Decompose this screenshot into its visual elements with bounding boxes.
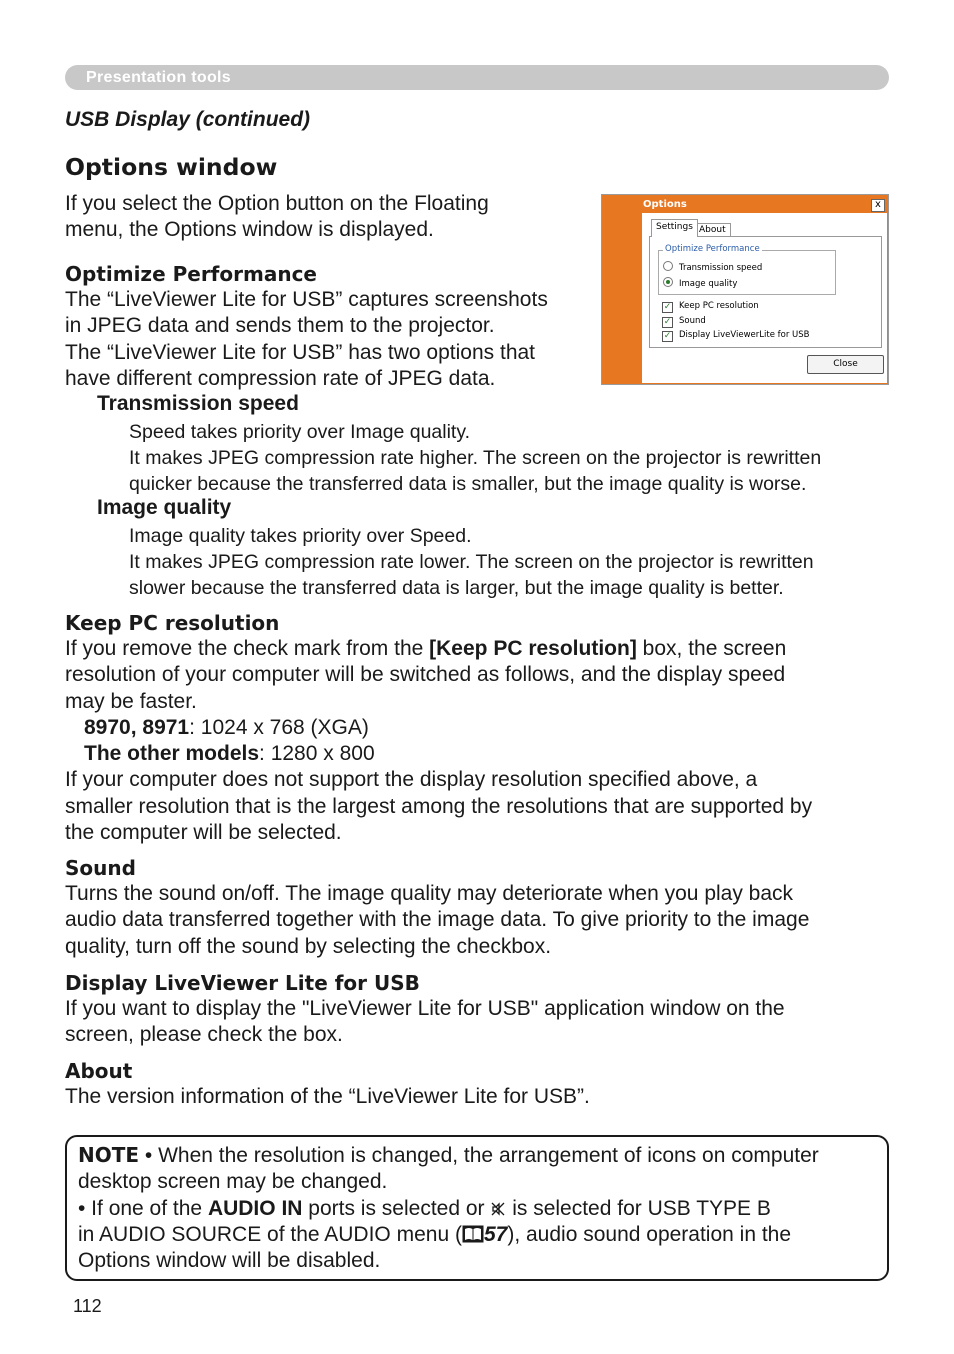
- text-line: resolution of your computer will be switched as follows, and the display speed: [65, 663, 786, 687]
- optimize-paragraph: [65, 287, 889, 392]
- page-reference: 57: [483, 1222, 508, 1246]
- keep-pc-resolution-heading: Keep PC resolution: [65, 611, 280, 635]
- model-line-8970: [65, 715, 889, 741]
- text-run: ), audio sound operation in the: [507, 1222, 792, 1246]
- text-run: • When the resolution is changed, the arrangement of icons on computer: [139, 1144, 819, 1167]
- text-line: Turns the sound on/off. The image quality may deteriorate when you play back: [65, 882, 794, 905]
- mute-icon: [490, 1201, 506, 1217]
- window-title: Options: [643, 199, 687, 210]
- close-button: Close: [807, 355, 884, 374]
- tab-settings: Settings: [651, 219, 698, 237]
- book-icon: [462, 1225, 484, 1243]
- text-line: screen, please check the box.: [65, 1023, 343, 1047]
- text-run: ports is selected or: [302, 1196, 491, 1220]
- text-line: slower because the transferred data is larger, but the image quality is better.: [129, 577, 784, 599]
- text-run: box, the screen: [636, 637, 787, 660]
- sound-heading: Sound: [65, 856, 136, 880]
- bold-text: [Keep PC resolution]: [429, 637, 637, 660]
- intro-paragraph: [65, 191, 585, 244]
- page-title: Options window: [65, 153, 278, 181]
- text-line: The “LiveViewer Lite for USB” captures screenshots: [65, 288, 548, 311]
- text-line: quality, turn off the sound by selecting the checkbox.: [65, 934, 552, 958]
- tab-about: About: [694, 223, 731, 237]
- note-label: NOTE: [78, 1143, 140, 1167]
- text-line: smaller resolution that is the largest among the resolutions that are supported by: [65, 794, 813, 818]
- radio-off-icon: [663, 261, 673, 271]
- optimize-performance-heading: Optimize Performance: [65, 262, 317, 286]
- keep-pc-paragraph: [65, 636, 889, 846]
- checkbox-label: Sound: [679, 316, 706, 326]
- group-label: Optimize Performance: [665, 244, 760, 254]
- page-number: 112: [73, 1296, 102, 1316]
- model-name: The other models: [84, 742, 260, 766]
- text-line: audio data transferred together with the image data. To give priority to the image: [65, 908, 810, 932]
- bold-text: AUDIO IN: [207, 1196, 303, 1220]
- radio-label: Image quality: [679, 279, 738, 289]
- text-line: Speed takes priority over Image quality.: [129, 421, 471, 443]
- text-line: It makes JPEG compression rate higher. The screen on the projector is rewritten: [129, 447, 822, 469]
- text-line: in JPEG data and sends them to the projector.: [65, 314, 495, 338]
- checkbox-label: Display LiveViewerLite for USB: [679, 330, 810, 340]
- note-line: [78, 1196, 883, 1222]
- radio-label: Transmission speed: [679, 263, 763, 273]
- note-line: [78, 1142, 883, 1169]
- text-line: It makes JPEG compression rate lower. The screen on the projector is rewritten: [129, 551, 814, 573]
- text-line: Image quality takes priority over Speed.: [129, 525, 472, 547]
- about-heading: About: [65, 1059, 133, 1083]
- text-line: may be faster.: [65, 689, 197, 713]
- intro-line: menu, the Options window is displayed.: [65, 218, 434, 242]
- close-icon: x: [871, 199, 885, 212]
- checkbox-label: Keep PC resolution: [679, 301, 759, 311]
- text-run: • If one of the: [78, 1196, 208, 1220]
- text-line: The “LiveViewer Lite for USB” has two options that: [65, 340, 536, 364]
- note-line: [78, 1222, 883, 1248]
- sound-paragraph: [65, 881, 889, 960]
- subsection-title: USB Display (continued): [65, 108, 311, 131]
- section-header-bar: [65, 65, 889, 90]
- text-line: the computer will be selected.: [65, 821, 342, 845]
- section-title: Presentation tools: [86, 69, 231, 86]
- note-line: Options window will be disabled.: [78, 1249, 381, 1273]
- intro-line: If you select the Option button on the Floating: [65, 192, 489, 215]
- checkmark-icon: ✓: [663, 317, 672, 327]
- model-name: 8970, 8971: [84, 715, 190, 739]
- model-line-other: [65, 741, 889, 767]
- text-run: is selected for USB TYPE B: [506, 1196, 771, 1220]
- about-paragraph: The version information of the “LiveViewer Lite for USB”.: [65, 1085, 590, 1108]
- text-line: If you want to display the "LiveViewer Lite for USB" application window on the: [65, 997, 785, 1020]
- transmission-speed-body: [129, 419, 894, 497]
- text-run: If you remove the check mark from the: [65, 637, 430, 660]
- note-line: desktop screen may be changed.: [78, 1170, 388, 1194]
- image-quality-title: Image quality: [97, 496, 232, 519]
- text-line: [65, 636, 889, 662]
- display-liveviewer-heading: Display LiveViewer Lite for USB: [65, 971, 420, 995]
- model-resolution: : 1024 x 768 (XGA): [189, 715, 369, 739]
- display-liveviewer-paragraph: [65, 996, 889, 1049]
- checkmark-icon: ✓: [663, 331, 672, 341]
- radio-on-icon: [663, 277, 673, 287]
- text-line: quicker because the transferred data is smaller, but the image quality is worse.: [129, 473, 807, 495]
- transmission-speed-title: Transmission speed: [97, 392, 299, 415]
- checkmark-icon: ✓: [663, 302, 672, 312]
- model-resolution: : 1280 x 800: [259, 742, 375, 766]
- text-run: in AUDIO SOURCE of the AUDIO menu (: [78, 1222, 462, 1246]
- note-text: [78, 1142, 883, 1274]
- radio-transmission-speed: [663, 261, 762, 273]
- text-line: have different compression rate of JPEG data.: [65, 366, 496, 390]
- image-quality-body: [129, 523, 894, 601]
- text-line: If your computer does not support the display resolution specified above, a: [65, 768, 758, 792]
